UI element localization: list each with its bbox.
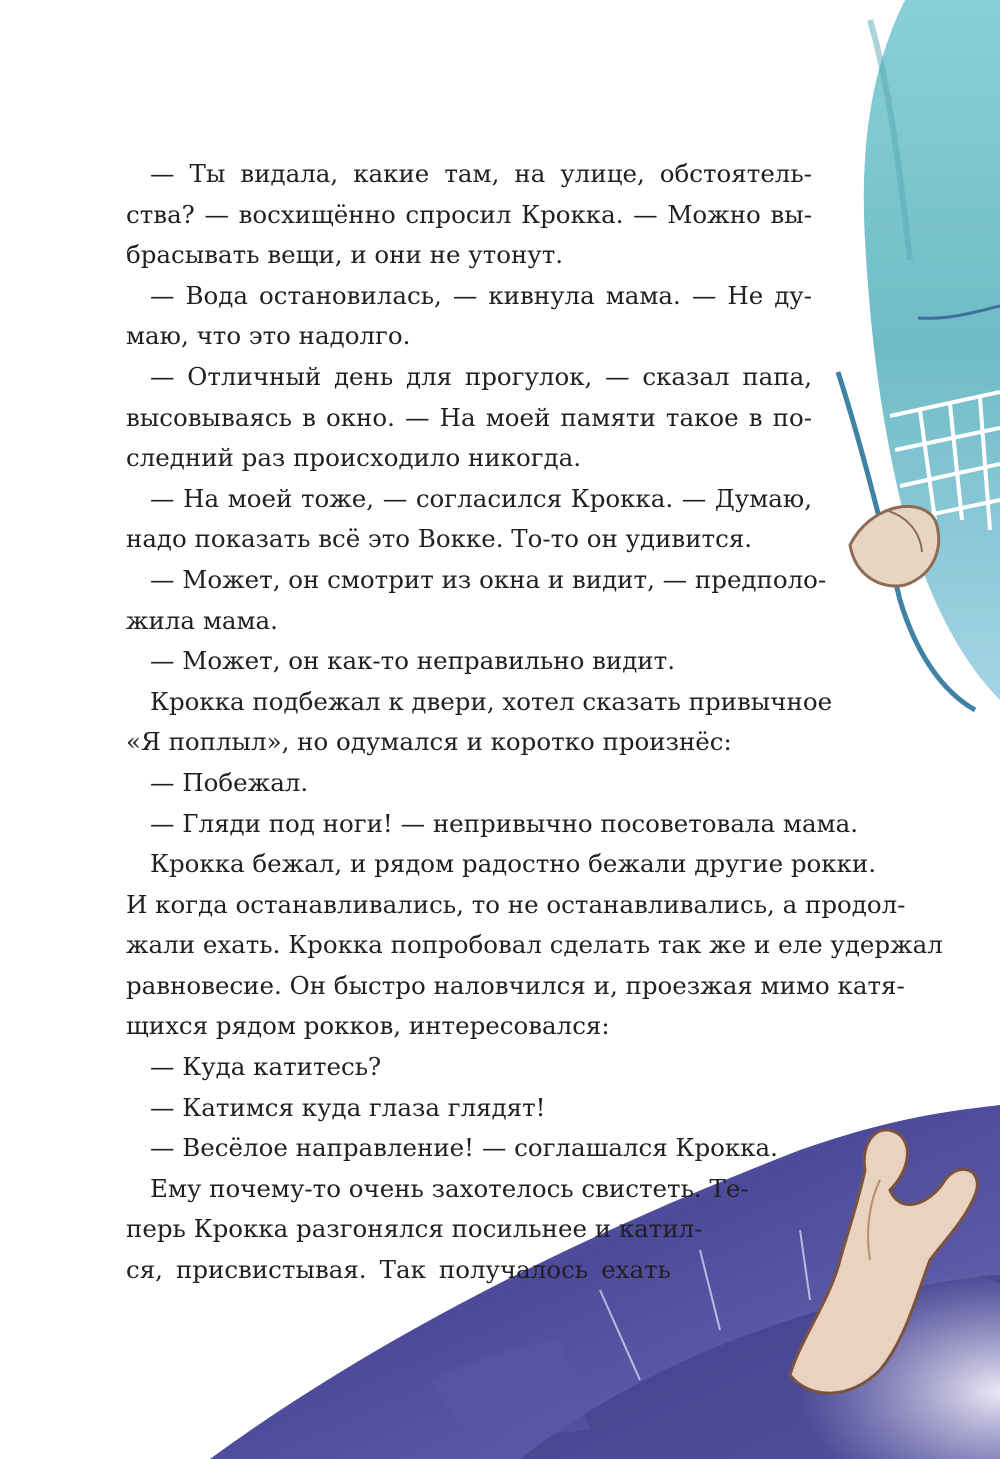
text-line: — Побежал. [150,767,309,797]
text-line: — Вода остановилась, — кивнула мама. — Не ду- [150,280,812,310]
page-text [126,154,943,1291]
text-line: ся, присвистывая. Так получалось ехать [126,1255,671,1285]
text-line: И когда останавливались, то не останавливались, а продол- [126,889,906,919]
text-line: — Ты видала, какие там, на улице, обстоятель- [150,159,812,188]
text-line: Крокка бежал, и рядом радостно бежали другие рокки. [150,849,877,879]
text-line: следний раз происходило никогда. [126,443,582,473]
text-line: надо показать всё это Вокке. То-то он удивится. [126,524,753,554]
text-line: щихся рядом рокков, интересовался: [126,1011,610,1041]
text-line: — На моей тоже, — согласился Крокка. — Думаю, [150,483,812,513]
text-line: — Катимся куда глаза глядят! [150,1092,546,1122]
text-line: «Я поплыл», но одумался и коротко произнёс: [126,727,732,757]
text-line: ства? — восхищённо спросил Крокка. — Можно вы- [126,199,812,229]
creature-illustration-top [838,0,1000,710]
text-line: высовываясь в окно. — На моей памяти такое в по- [126,402,812,432]
text-line: — Весёлое направление! — соглашался Крокка. [150,1133,778,1163]
text-line: жила мама. [126,605,278,635]
text-line: равновесие. Он быстро наловчился и, проезжая мимо катя- [126,970,905,1000]
text-line: — Отличный день для прогулок, — сказал папа, [150,361,812,391]
text-line: маю, что это надолго. [126,321,411,351]
text-line: жали ехать. Крокка попробовал сделать так же и еле удержал [126,930,943,960]
text-line: брасывать вещи, и они не утонут. [126,240,564,270]
text-line: — Может, он как-то неправильно видит. [150,646,675,676]
text-line: — Гляди под ноги! — непривычно посоветовала мама. [150,808,858,838]
text-line: — Может, он смотрит из окна и видит, — предполо- [150,564,827,594]
text-line: Крокка подбежал к двери, хотел сказать привычное [150,686,833,716]
text-line: — Куда катитесь? [150,1052,382,1082]
text-line: Ему почему-то очень захотелось свистеть. Те- [150,1173,749,1203]
text-line: перь Крокка разгонялся посильнее и катил- [126,1214,703,1244]
